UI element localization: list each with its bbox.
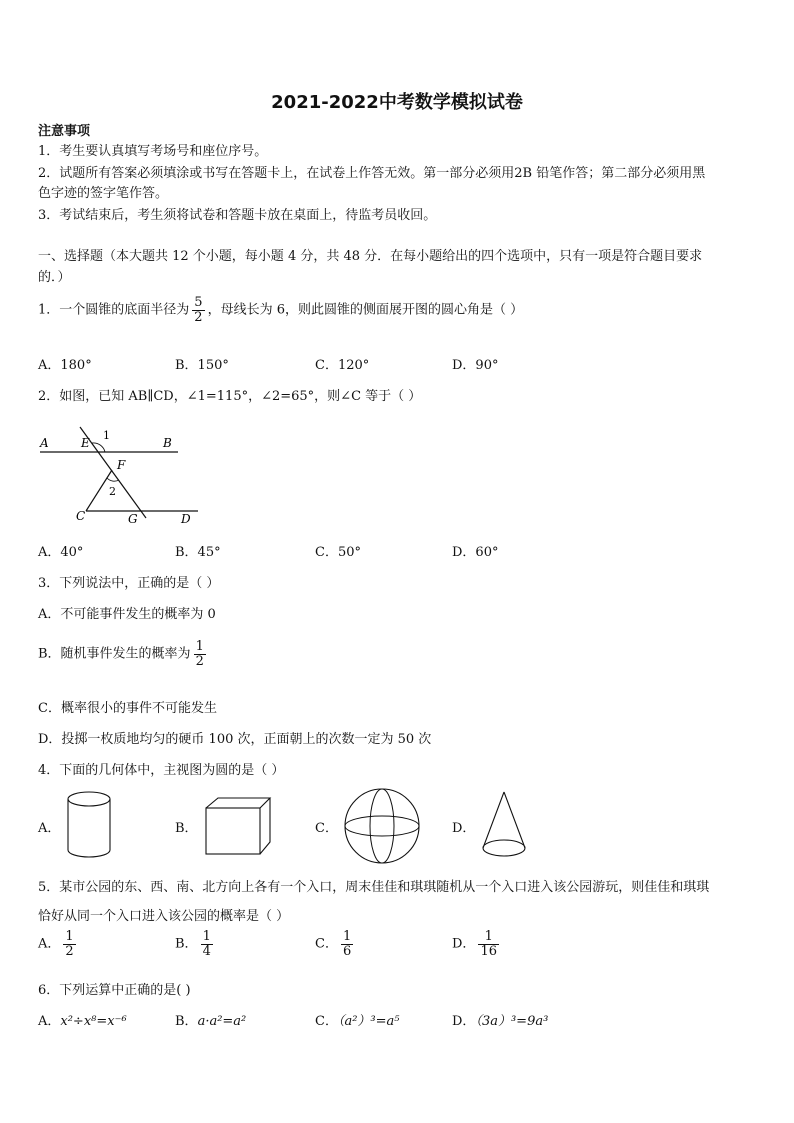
q5-b-den: 4 <box>202 943 211 959</box>
q5-option-d-fraction <box>478 930 499 958</box>
question-1-stem <box>38 296 523 324</box>
q3-option-b <box>38 640 209 668</box>
sphere-figure <box>342 788 422 864</box>
q6-option-d-expr: （3a）³=9a³ <box>475 1014 549 1029</box>
q6-option-d-label: D． <box>452 1014 476 1029</box>
cone-figure <box>480 790 528 860</box>
q6-option-d <box>452 1010 548 1029</box>
q5-option-c <box>315 930 356 958</box>
q6-option-b-expr: a·a²=a² <box>197 1014 247 1029</box>
q1-frac-den: 2 <box>194 309 203 325</box>
q5-option-c-fraction <box>341 930 353 958</box>
question-4-stem: 4．下面的几何体中，主视图为圆的是（ ） <box>38 763 285 778</box>
q3-option-c: C．概率很小的事件不可能发生 <box>38 701 217 716</box>
question-5-line1: 5．某市公园的东、西、南、北方向上各有一个入口，周末佳佳和琪琪随机从一个入口进入该公园游玩，则佳佳和琪琪 <box>38 880 710 895</box>
note-item: 色字迹的签字笔作答。 <box>38 186 169 201</box>
note-item: 3．考试结束后，考生须将试卷和答题卡放在桌面上，待监考员收回。 <box>38 208 437 223</box>
q4-option-b-label: B． <box>175 821 198 836</box>
q5-c-den: 6 <box>342 943 352 959</box>
section-heading-line1: 一、选择题（本大题共 12 个小题，每小题 4 分，共 48 分．在每小题给出的四个选项中，只有一项是符合题目要求 <box>38 249 703 264</box>
q1-option-a: A．180° <box>38 358 92 373</box>
q2-option-b: B．45° <box>175 545 221 560</box>
label-angle-1: 1 <box>103 429 110 442</box>
q3-fraction <box>194 640 206 668</box>
section-heading-line2: 的．） <box>38 270 71 285</box>
label-g: G <box>128 512 138 526</box>
q5-option-b-label: B． <box>175 936 198 952</box>
q6-option-c <box>315 1010 399 1029</box>
q5-a-den: 2 <box>65 943 74 959</box>
q6-option-b <box>175 1010 246 1029</box>
q6-option-a-label: A． <box>38 1014 61 1029</box>
q3-frac-num: 1 <box>195 639 204 654</box>
q3-option-d: D．投掷一枚质地均匀的硬币 100 次，正面朝上的次数一定为 50 次 <box>38 732 432 747</box>
q3-option-a: A．不可能事件发生的概率为 0 <box>38 607 216 622</box>
q6-option-c-label: C． <box>315 1014 338 1029</box>
q5-option-d <box>452 930 502 958</box>
notes-heading: 注意事项 <box>38 124 91 139</box>
q1-stem-post: ，母线长为 6，则此圆锥的侧面展开图的圆心角是（ ） <box>207 302 524 318</box>
q1-fraction <box>192 296 204 324</box>
q1-option-d: D．90° <box>452 358 499 373</box>
label-d: D <box>181 512 191 526</box>
q1-frac-num: 5 <box>194 295 203 310</box>
q5-option-c-label: C． <box>315 936 338 952</box>
label-a: A <box>40 436 49 450</box>
cube-figure <box>204 796 274 858</box>
q5-option-b-fraction <box>201 930 213 958</box>
q5-option-a <box>38 930 79 958</box>
q6-option-a <box>38 1010 127 1029</box>
question-2-stem: 2．如图，已知 AB∥CD，∠1=115°，∠2=65°，则∠C 等于（ ） <box>38 389 422 404</box>
question-5-line2: 恰好从同一个入口进入该公园的概率是（ ） <box>38 909 290 924</box>
label-f: F <box>117 458 126 472</box>
q1-option-c: C．120° <box>315 358 370 373</box>
q4-option-c-label: C． <box>315 821 338 836</box>
question-6-stem: 6．下列运算中正确的是( ) <box>38 983 191 998</box>
q3-frac-den: 2 <box>195 653 204 669</box>
label-angle-2: 2 <box>109 485 116 498</box>
label-c: C <box>76 509 86 523</box>
q6-option-a-expr: x²÷x⁸=x⁻⁶ <box>60 1014 127 1029</box>
question-3-stem: 3．下列说法中，正确的是（ ） <box>38 576 220 591</box>
q5-d-den: 16 <box>480 943 497 959</box>
note-item: 1．考生要认真填写考场号和座位序号。 <box>38 144 268 159</box>
cylinder-figure <box>66 790 112 860</box>
q3-option-b-text: B．随机事件发生的概率为 <box>38 646 191 662</box>
page-title: 2021-2022中考数学模拟试卷 <box>271 92 523 113</box>
q1-stem-pre: 1．一个圆锥的底面半径为 <box>38 302 190 318</box>
q4-option-d-label: D． <box>452 821 476 836</box>
label-e: E <box>81 436 90 450</box>
q2-option-d: D．60° <box>452 545 499 560</box>
q2-option-c: C．50° <box>315 545 361 560</box>
q5-d-num: 1 <box>484 929 493 944</box>
q4-option-a-label: A． <box>38 821 61 836</box>
q5-option-a-label: A． <box>38 936 61 952</box>
q2-option-a: A．40° <box>38 545 84 560</box>
q5-a-num: 1 <box>65 929 74 944</box>
q1-option-b: B．150° <box>175 358 229 373</box>
q6-option-b-label: B． <box>175 1014 198 1029</box>
q5-b-num: 1 <box>202 929 211 944</box>
q5-c-num: 1 <box>342 929 352 944</box>
note-item: 2．试题所有答案必须填涂或书写在答题卡上，在试卷上作答无效。第一部分必须用2B 铅笔作答；第二部分必须用黑 <box>38 166 706 181</box>
q5-option-d-label: D． <box>452 936 476 952</box>
q5-option-b <box>175 930 216 958</box>
q6-option-c-expr: （a²）³=a⁵ <box>337 1014 400 1029</box>
label-b: B <box>163 436 172 450</box>
q5-option-a-fraction <box>63 930 75 958</box>
q2-figure <box>38 425 208 530</box>
angle-1-arc <box>92 443 105 452</box>
